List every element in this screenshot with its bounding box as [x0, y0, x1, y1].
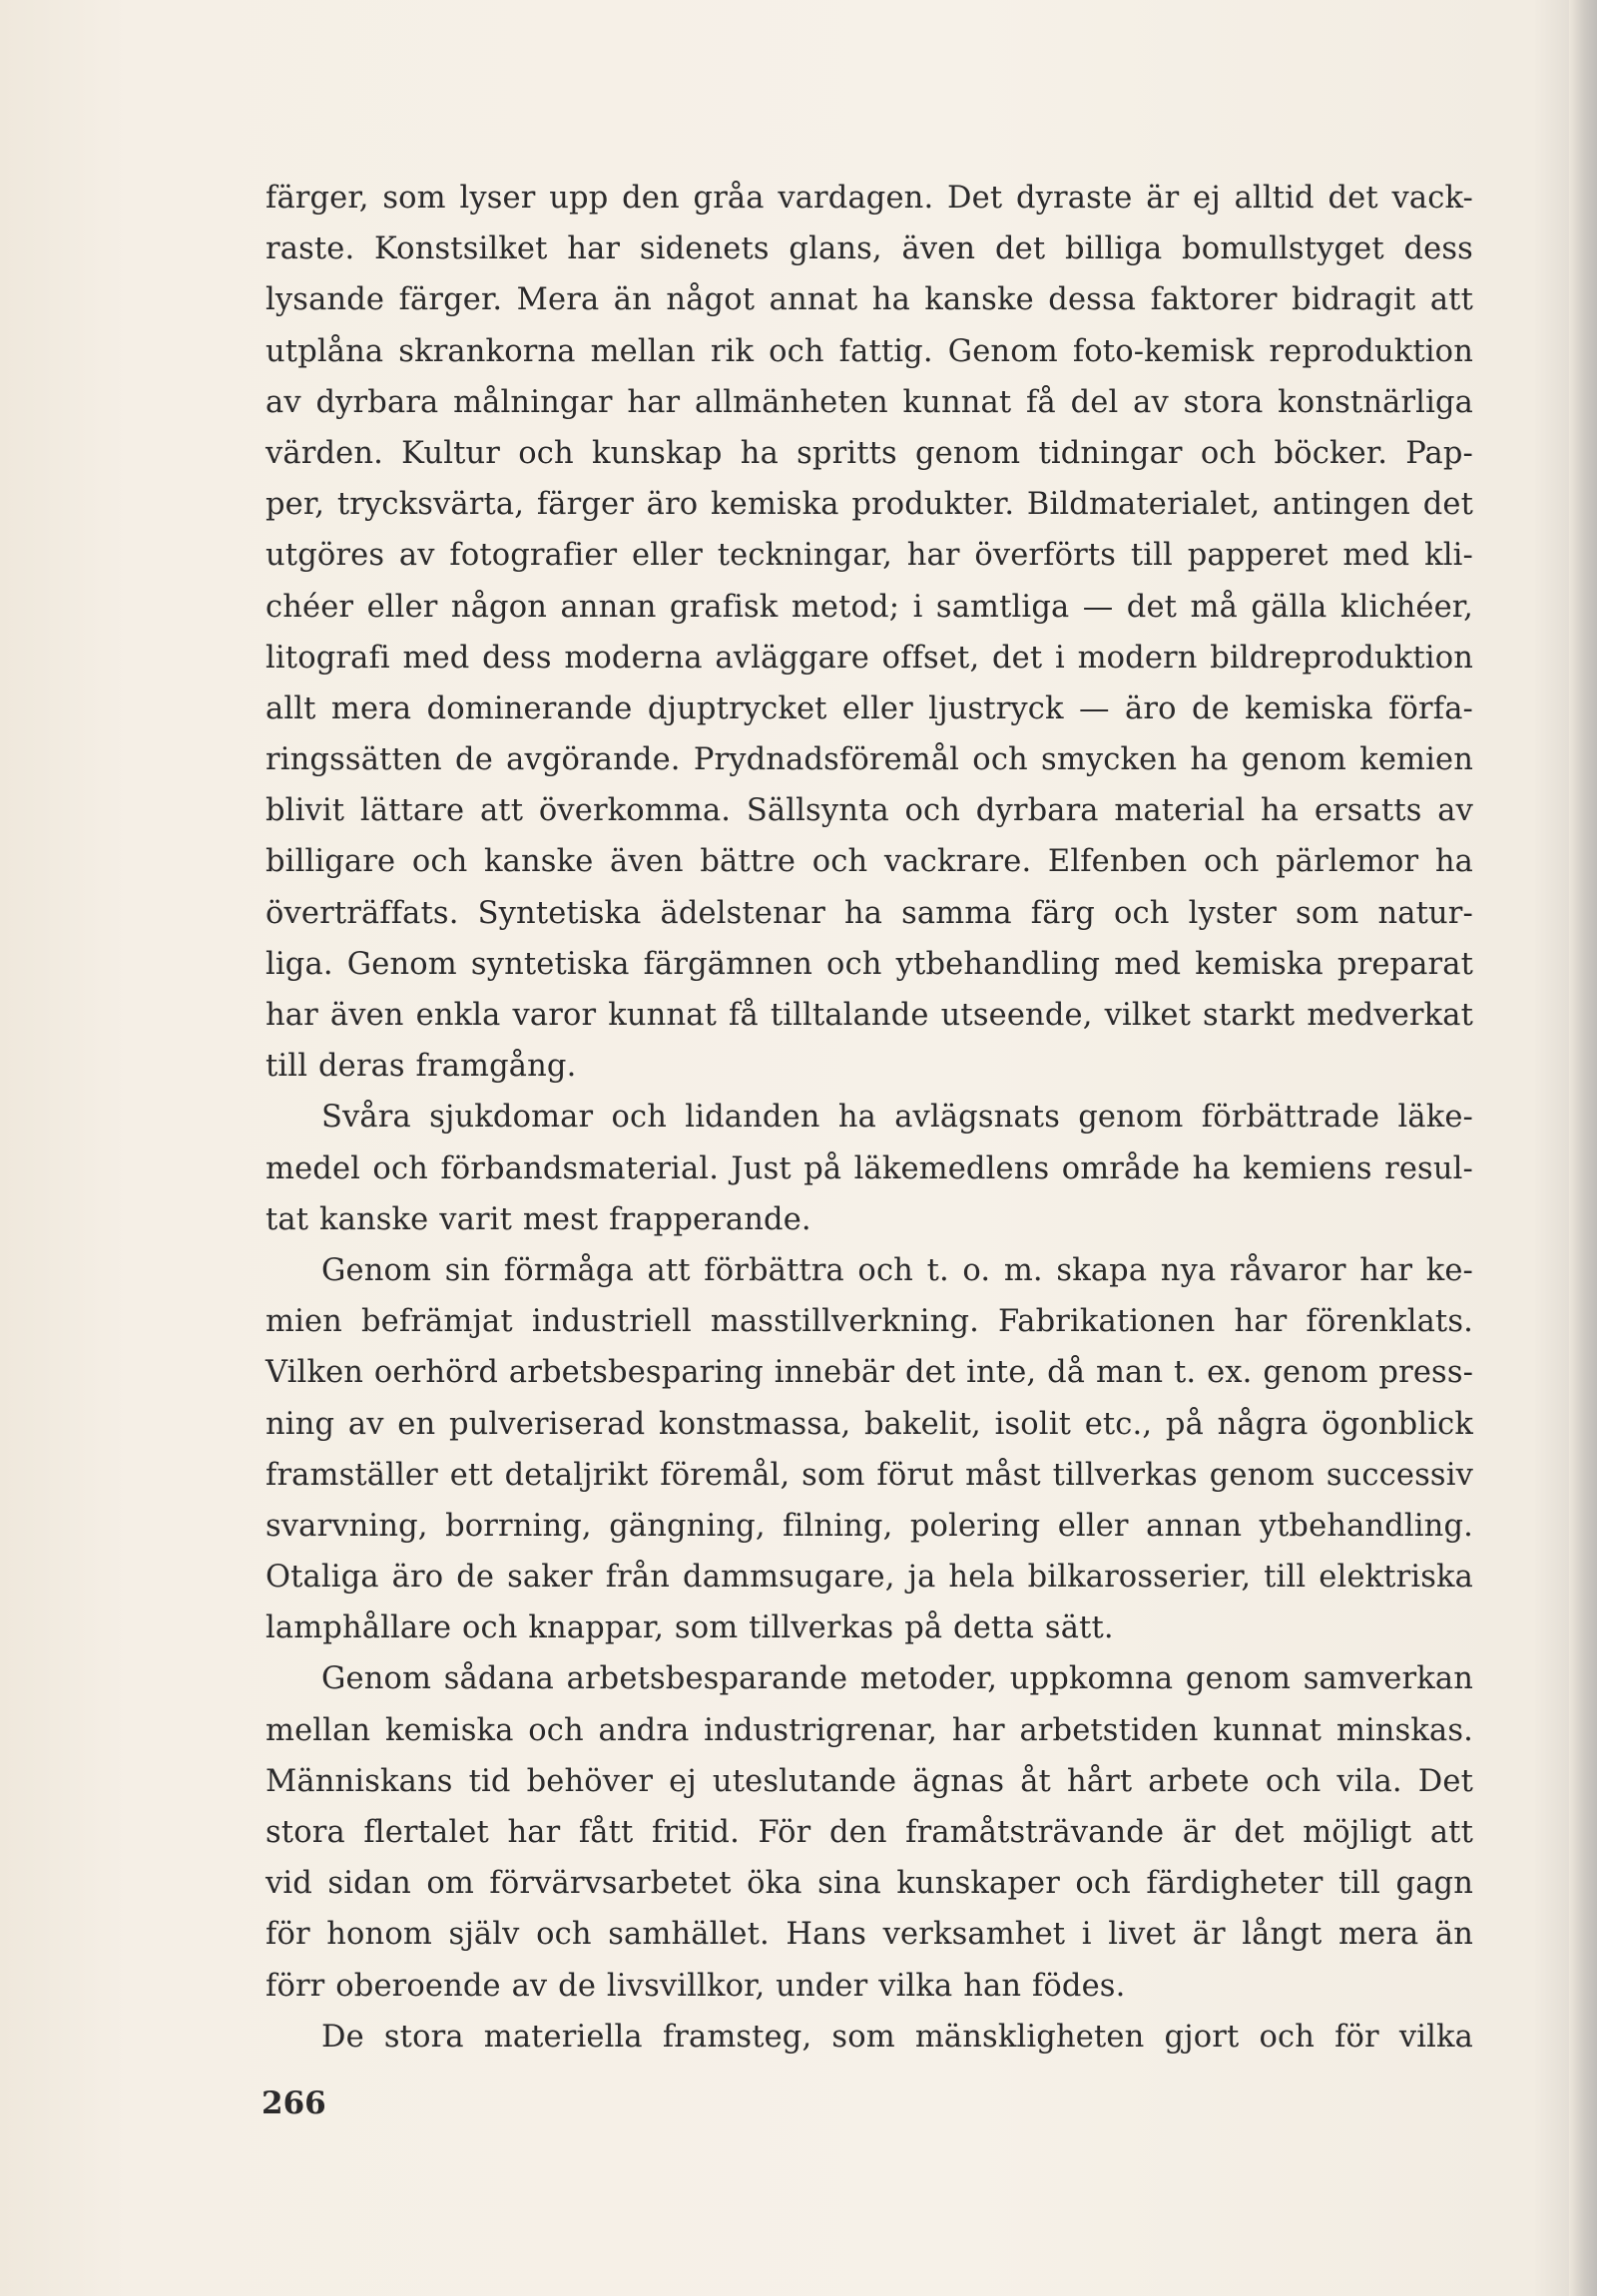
- text-line: litografi med dess moderna avläggare offset, det i modern bildreproduktion: [266, 640, 1473, 676]
- text-line: förr oberoende av de livsvillkor, under vilka han födes.: [266, 1968, 1126, 2004]
- text-line: för honom själv och samhället. Hans verksamhet i livet är långt mera än: [266, 1917, 1473, 1953]
- text-line: av dyrbara målningar har allmänheten kunnat få del av stora konstnärliga: [266, 384, 1473, 420]
- text-line: framställer ett detaljrikt föremål, som förut måst tillverkas genom successiv: [266, 1457, 1473, 1493]
- text-line: blivit lättare att överkomma. Sällsynta och dyrbara material ha ersatts av: [266, 793, 1473, 829]
- text-line: Vilken oerhörd arbetsbesparing innebär det inte, då man t. ex. genom press-: [266, 1355, 1474, 1391]
- text-line: liga. Genom syntetiska färgämnen och ytbehandling med kemiska preparat: [266, 946, 1473, 982]
- text-line: raste. Konstsilket har sidenets glans, även det billiga bomullstyget dess: [266, 231, 1473, 267]
- text-line: chéer eller någon annan grafisk metod; i samtliga — det må gälla klichéer,: [266, 589, 1473, 625]
- text-line: Svåra sjukdomar och lidanden ha avlägsnats genom förbättrade läke-: [321, 1100, 1473, 1136]
- text-line: Människans tid behöver ej uteslutande ägnas åt hårt arbete och vila. Det: [266, 1763, 1473, 1799]
- page-number: 266: [262, 2085, 326, 2121]
- body-text: [266, 173, 1473, 2063]
- text-line: De stora materiella framsteg, som mänskligheten gjort och för vilka: [321, 2019, 1473, 2055]
- text-line: allt mera dominerande djuptrycket eller ljustryck — äro de kemiska förfa-: [266, 690, 1473, 726]
- text-line: Otaliga äro de saker från dammsugare, ja hela bilkarosserier, till elektriska: [266, 1560, 1473, 1596]
- text-line: till deras framgång.: [266, 1049, 577, 1085]
- text-line: billigare och kanske även bättre och vackrare. Elfenben och pärlemor ha: [266, 844, 1473, 880]
- text-line: medel och förbandsmaterial. Just på läkemedlens område ha kemiens resul-: [266, 1150, 1473, 1186]
- text-line: mellan kemiska och andra industrigrenar, har arbetstiden kunnat minskas.: [266, 1712, 1473, 1748]
- page-edge: [1569, 0, 1597, 2296]
- text-line: färger, som lyser upp den gråa vardagen. Det dyraste är ej alltid det vack-: [266, 181, 1473, 216]
- text-line: per, trycksvärta, färger äro kemiska produkter. Bildmaterialet, antingen det: [266, 487, 1473, 523]
- text-line: lamphållare och knappar, som tillverkas på detta sätt.: [266, 1610, 1114, 1646]
- text-line: lysande färger. Mera än något annat ha kanske dessa faktorer bidragit att: [266, 282, 1473, 318]
- text-line: tat kanske varit mest frapperande.: [266, 1201, 811, 1237]
- text-line: utplåna skrankorna mellan rik och fattig. Genom foto-kemisk reproduktion: [266, 333, 1473, 369]
- text-line: har även enkla varor kunnat få tilltalande utseende, vilket starkt medverkat: [266, 998, 1473, 1033]
- text-line: stora flertalet har fått fritid. För den framåtsträvande är det möjligt att: [266, 1815, 1473, 1850]
- text-line: vid sidan om förvärvsarbetet öka sina kunskaper och färdigheter till gagn: [266, 1866, 1473, 1902]
- text-line: Genom sådana arbetsbesparande metoder, uppkomna genom samverkan: [321, 1661, 1473, 1697]
- text-line: överträffats. Syntetiska ädelstenar ha samma färg och lyster som natur-: [266, 895, 1473, 931]
- text-line: svarvning, borrning, gängning, filning, polering eller annan ytbehandling.: [266, 1508, 1473, 1544]
- text-line: ning av en pulveriserad konstmassa, bakelit, isolit etc., på några ögonblick: [266, 1406, 1473, 1442]
- text-line: värden. Kultur och kunskap ha spritts genom tidningar och böcker. Pap-: [266, 435, 1473, 471]
- text-line: Genom sin förmåga att förbättra och t. o. m. skapa nya råvaror har ke-: [321, 1252, 1473, 1288]
- text-line: utgöres av fotografier eller teckningar, har överförts till papperet med kli-: [266, 538, 1473, 574]
- text-line: ringssätten de avgörande. Prydnadsföremål och smycken ha genom kemien: [266, 742, 1473, 778]
- text-line: mien befrämjat industriell masstillverkning. Fabrikationen har förenklats.: [266, 1304, 1473, 1340]
